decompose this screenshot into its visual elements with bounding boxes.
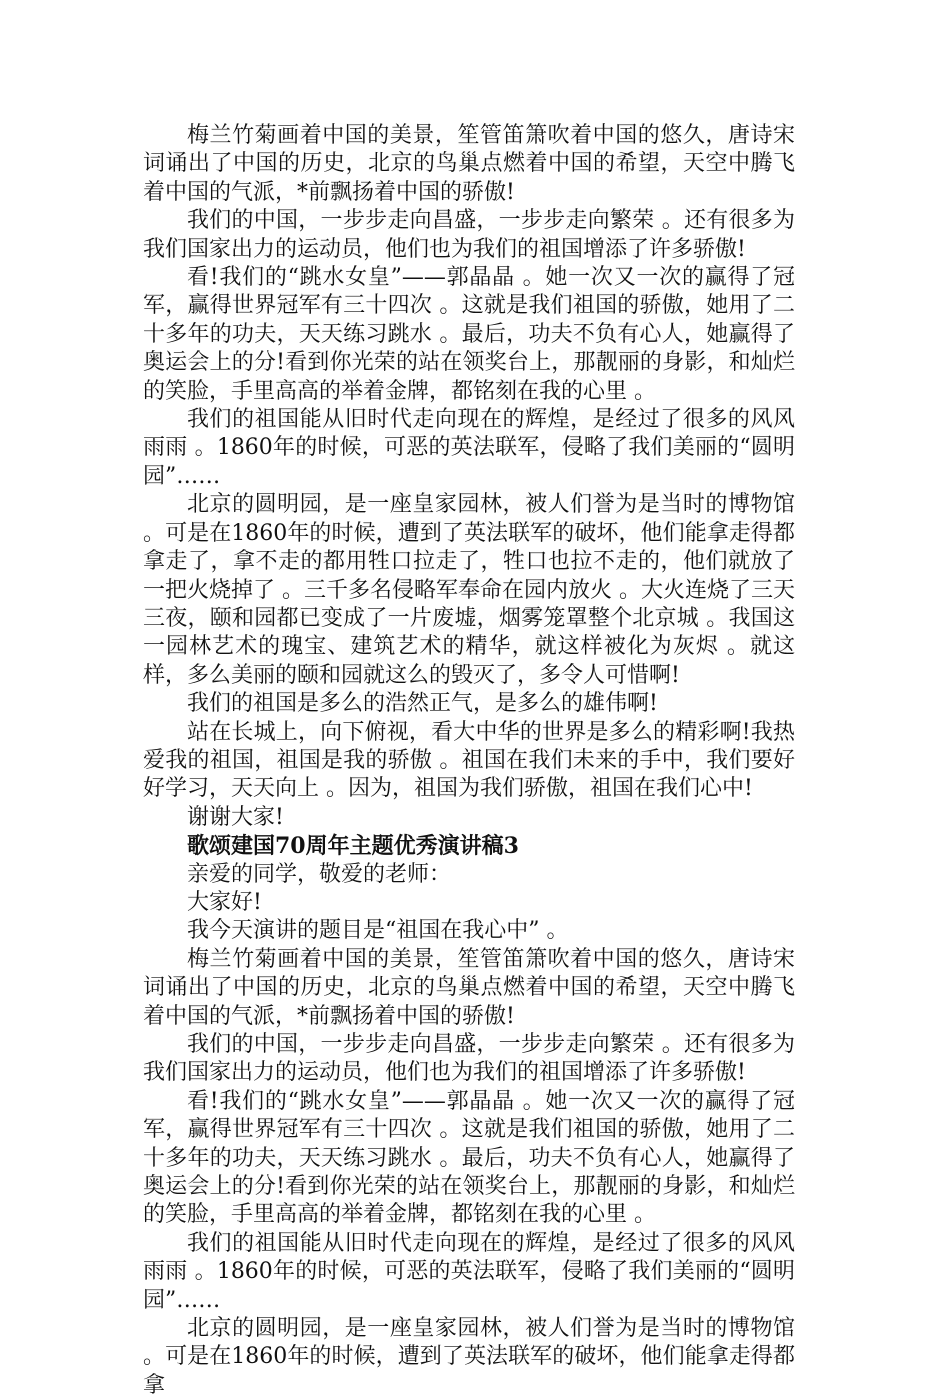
- paragraph-righteous: 我们的祖国是多么的浩然正气，是多么的雄伟啊!: [187, 691, 658, 717]
- paragraph-yuanmingyuan-2: 北京的圆明园，是一座皇家园林，被人们誉为是当时的博物馆 。可是在1860年的时候，遭到了英法联军的破坏，他们能拿走得都拿: [143, 1316, 795, 1398]
- paragraph-our-china-2: 我们的中国，一步步走向昌盛，一步步走向繁荣 。还有很多为我们国家出力的运动员，他们也为我们的祖国增添了许多骄傲!: [143, 1032, 795, 1086]
- paragraph-topic: 我今天演讲的题目是“祖国在我心中” 。: [187, 918, 569, 944]
- paragraph-plum-orchid-2: 梅兰竹菊画着中国的美景，笙管笛箫吹着中国的悠久，唐诗宋词诵出了中国的历史，北京的鸟巢点燃着中国的希望，天空中腾飞着中国的气派，*前飘扬着中国的骄傲!: [143, 946, 795, 1029]
- paragraph-diving-queen: 看!我们的“跳水女皇”——郭晶晶 。她一次又一次的赢得了冠军，赢得世界冠军有三十四次 。这就是我们祖国的骄傲，她用了二十多年的功夫，天天练习跳水 。最后，功夫不负有心人，她赢得了奥运会上的分!看到你光荣的站在领奖台上，那靓丽的身影，和灿烂的笑脸，手里高高的举着金牌，都铭刻在我的心里 。: [143, 265, 795, 404]
- paragraph-hello: 大家好!: [187, 889, 262, 915]
- document-page: [143, 122, 795, 1400]
- paragraph-our-china: 我们的中国，一步步走向昌盛，一步步走向繁荣 。还有很多为我们国家出力的运动员，他们也为我们的祖国增添了许多骄傲!: [143, 208, 795, 262]
- paragraph-history: 我们的祖国能从旧时代走向现在的辉煌，是经过了很多的风风雨雨 。1860年的时候，可恶的英法联军，侵略了我们美丽的“圆明园”……: [143, 407, 795, 489]
- paragraph-yuanmingyuan: 北京的圆明园，是一座皇家园林，被人们誉为是当时的博物馆 。可是在1860年的时候，遭到了英法联军的破坏，他们能拿走得都拿走了，拿不走的都用牲口拉走了，牲口也拉不走的，他们就放了一把火烧掉了 。三千多名侵略军奉命在园内放火 。大火连烧了三天三夜，颐和园都已变成了一片废墟，烟雾笼罩整个北京城 。我国这一园林艺术的瑰宝、建筑艺术的精华，就这样被化为灰烬 。就这样，多么美丽的颐和园就这么的毁灭了，多令人可惜啊!: [143, 492, 795, 688]
- paragraph-thanks: 谢谢大家!: [187, 804, 284, 830]
- paragraph-plum-orchid: 梅兰竹菊画着中国的美景，笙管笛箫吹着中国的悠久，唐诗宋词诵出了中国的历史，北京的鸟巢点燃着中国的希望，天空中腾飞着中国的气派，*前飘扬着中国的骄傲!: [143, 123, 795, 205]
- section-heading: 歌颂建国70周年主题优秀演讲稿3: [187, 833, 519, 860]
- paragraph-great-wall: 站在长城上，向下俯视，看大中华的世界是多么的精彩啊!我热爱我的祖国，祖国是我的骄傲 。祖国在我们未来的手中，我们要好好学习，天天向上 。因为，祖国为我们骄傲，祖国在我们心中!: [143, 719, 795, 802]
- paragraph-diving-queen-2: 看!我们的“跳水女皇”——郭晶晶 。她一次又一次的赢得了冠军，赢得世界冠军有三十四次 。这就是我们祖国的骄傲，她用了二十多年的功夫，天天练习跳水 。最后，功夫不负有心人，她赢得了奥运会上的分!看到你光荣的站在领奖台上，那靓丽的身影，和灿烂的笑脸，手里高高的举着金牌，都铭刻在我的心里 。: [143, 1088, 795, 1228]
- paragraph-history-2: 我们的祖国能从旧时代走向现在的辉煌，是经过了很多的风风雨雨 。1860年的时候，可恶的英法联军，侵略了我们美丽的“圆明园”……: [143, 1230, 795, 1313]
- paragraph-greeting: 亲爱的同学，敬爱的老师：: [187, 861, 452, 887]
